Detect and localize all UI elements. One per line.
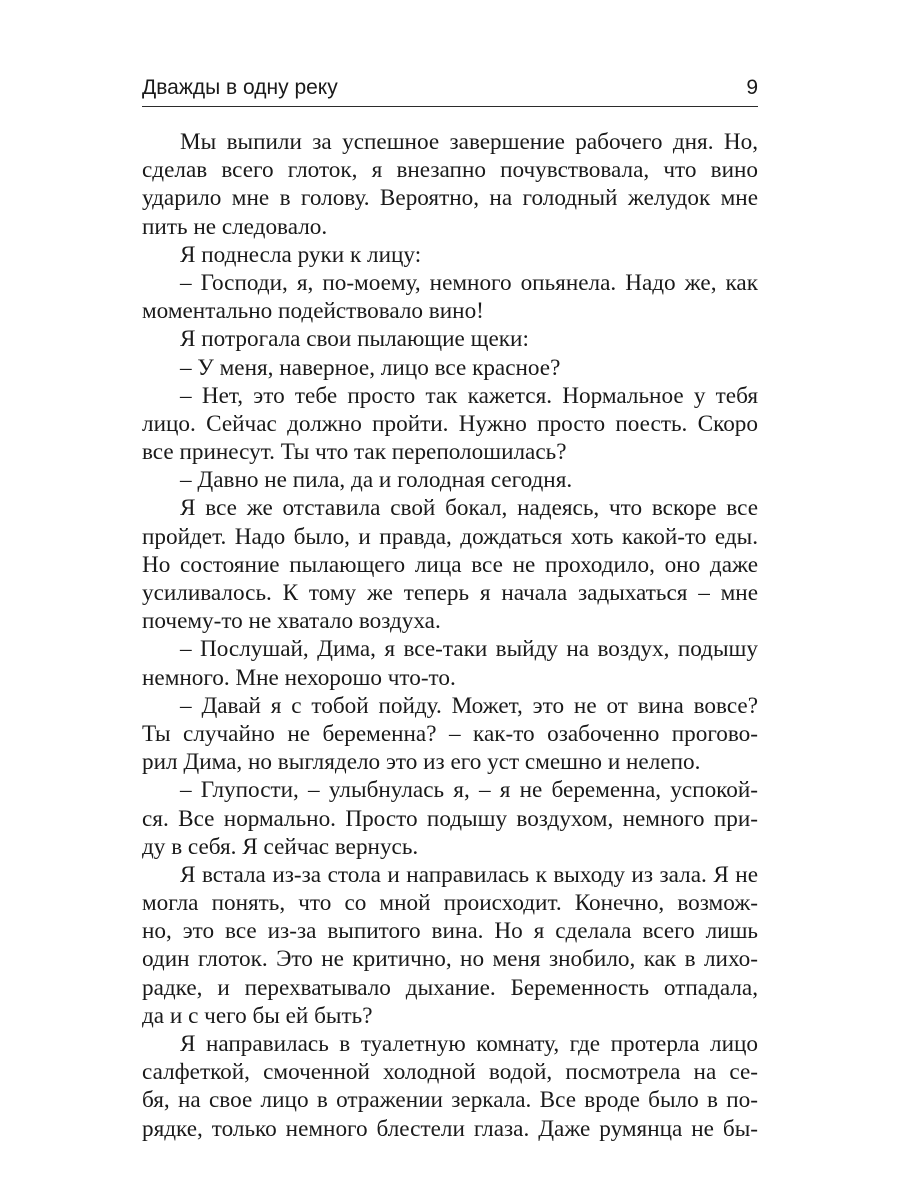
text-line: лицо. Сейчас должно пройти. Нужно просто поесть. Скоро	[142, 410, 758, 437]
text-line: почему-то не хватало воздуха.	[142, 608, 441, 635]
text-line: ся. Все нормально. Просто подышу воздухом, немного при-	[142, 805, 758, 832]
text-line: – Глупости, – улыбнулась я, – я не беременна, успокой-	[180, 777, 758, 804]
text-line: усиливалось. К тому же теперь я начала задыхаться – мне	[142, 580, 758, 606]
body-text	[142, 128, 758, 1143]
text-line: немного. Мне нехорошо что-то.	[142, 664, 456, 691]
text-line: пройдет. Надо было, и правда, дождаться хоть какой-то еды.	[142, 523, 758, 550]
text-line: Ты случайно не беременна? – как-то озабоченно прогово-	[142, 720, 758, 747]
text-line: пить не следовало.	[142, 213, 328, 240]
text-line: рил Дима, но выглядело это из его уст смешно и нелепо.	[142, 749, 701, 776]
text-line: Но состояние пылающего лица все не проходило, оно даже	[142, 551, 758, 578]
text-line: Я поднесла руки к лицу:	[180, 241, 422, 268]
text-line: Я направилась в туалетную комнату, где протерла лицо	[180, 1031, 758, 1057]
text-line: – У меня, наверное, лицо все красное?	[180, 354, 561, 381]
text-line: сделав всего глоток, я внезапно почувствовала, что вино	[142, 157, 758, 184]
text-line: все принесут. Ты что так переполошилась?	[142, 439, 567, 466]
text-line: – Господи, я, по-моему, немного опьянела. Надо же, как	[180, 269, 758, 296]
text-line: – Давай я с тобой пойду. Может, это не от вина вовсе?	[180, 692, 758, 719]
text-line: салфеткой, смоченной холодной водой, посмотрела на се-	[142, 1059, 758, 1086]
text-line: Я потрогала свои пылающие щеки:	[180, 326, 529, 353]
text-line: но, это все из-за выпитого вина. Но я сделала всего лишь	[142, 918, 758, 945]
text-line: Мы выпили за успешное завершение рабочего дня. Но,	[180, 129, 758, 155]
text-line: рядке, только немного блестели глаза. Даже румянца не бы-	[142, 1115, 758, 1142]
text-line: ударило мне в голову. Вероятно, на голодный желудок мне	[142, 185, 758, 212]
text-line: – Послушай, Дима, я все-таки выйду на воздух, подышу	[180, 636, 758, 663]
page-header	[142, 74, 758, 107]
text-line: Я все же отставила свой бокал, надеясь, что вскоре все	[180, 495, 758, 522]
text-line: Я встала из-за стола и направилась к выходу из зала. Я не	[180, 861, 758, 888]
page-number: 9	[746, 76, 758, 99]
text-line: ду в себя. Я сейчас вернусь.	[142, 833, 419, 860]
running-title: Дважды в одну реку	[142, 76, 338, 99]
text-line: могла понять, что со мной происходит. Конечно, возмож-	[142, 890, 758, 917]
text-line: бя, на свое лицо в отражении зеркала. Все вроде было в по-	[142, 1087, 758, 1114]
text-line: да и с чего бы ей быть?	[142, 1002, 373, 1029]
text-line: – Нет, это тебе просто так кажется. Нормальное у тебя	[180, 382, 758, 409]
text-line: один глоток. Это не критично, но меня знобило, как в лихо-	[142, 946, 758, 973]
text-line: радке, и перехватывало дыхание. Беременность отпадала,	[142, 974, 758, 1001]
text-line: – Давно не пила, да и голодная сегодня.	[180, 467, 573, 494]
book-page	[142, 0, 758, 1200]
text-line: моментально подействовало вино!	[142, 298, 484, 325]
